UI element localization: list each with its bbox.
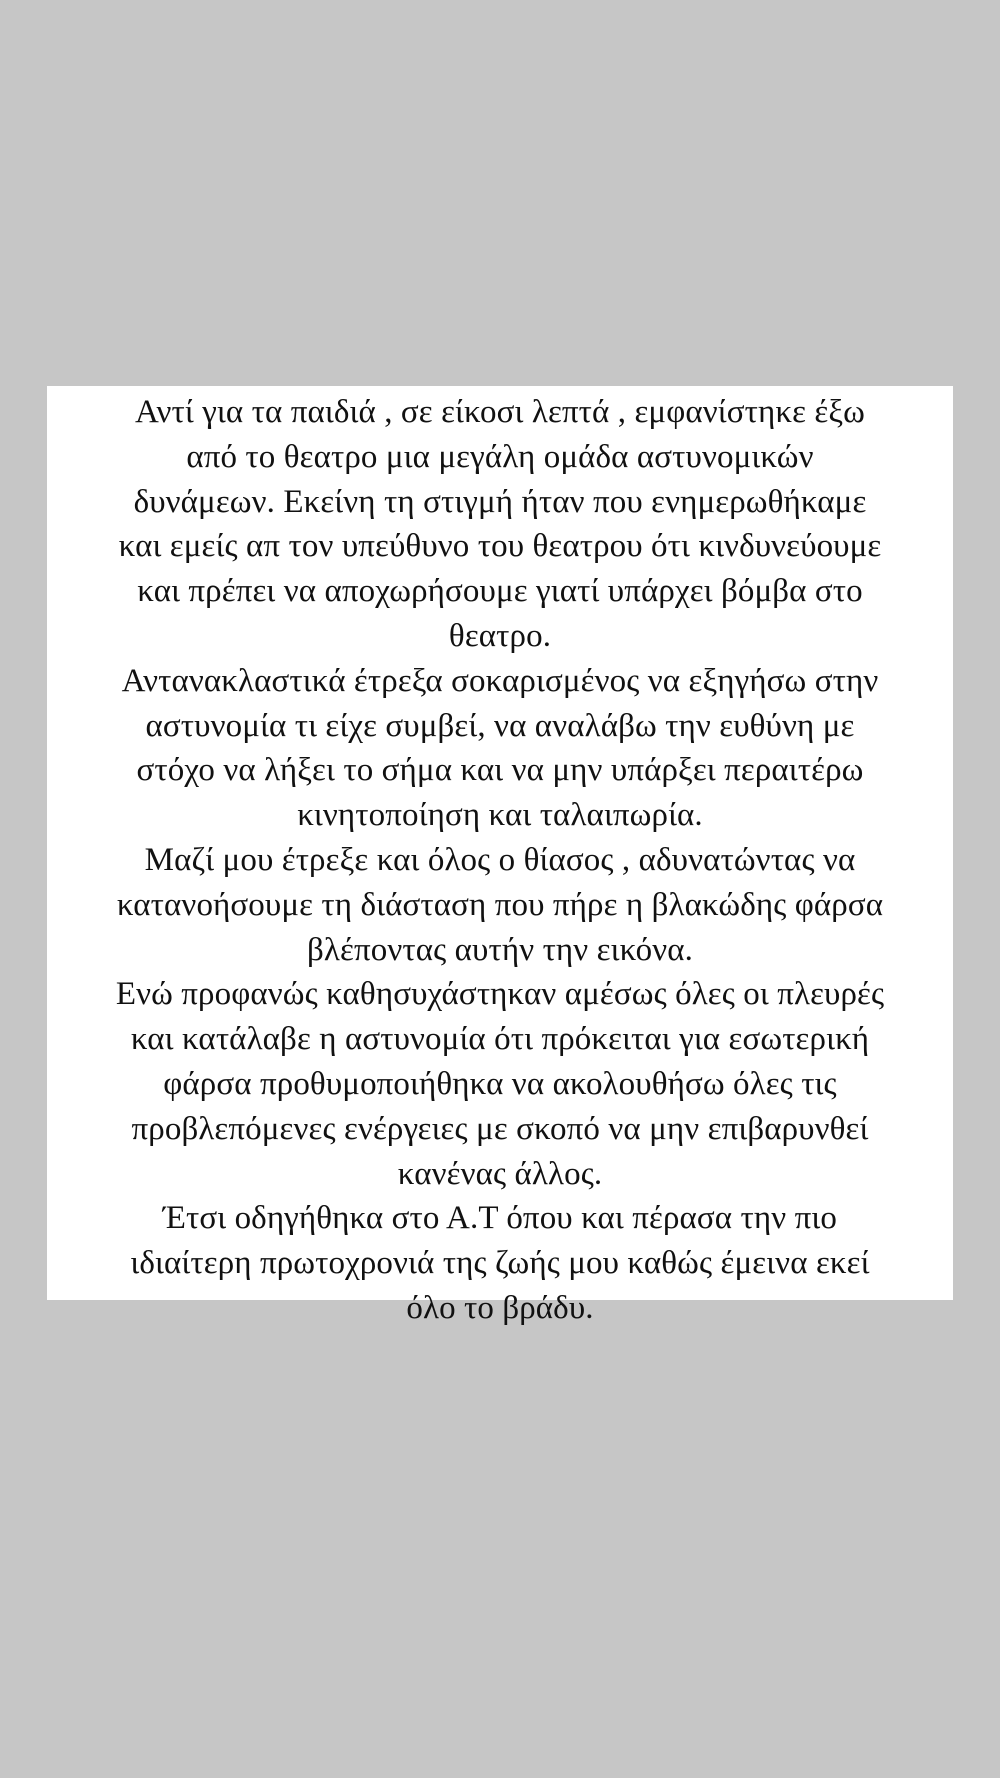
story-line: δυνάμεων. Εκείνη τη στιγμή ήταν που ενημερωθήκαμε — [133, 483, 867, 520]
story-line: στόχο να λήξει το σήμα και να μην υπάρξει περαιτέρω — [136, 752, 864, 789]
story-line: αστυνομία τι είχε συμβεί, να αναλάβω την ευθύνη με — [145, 707, 855, 744]
story-line: θεατρο. — [448, 617, 552, 654]
story-line: κανένας άλλος. — [397, 1155, 603, 1192]
story-line: Αντανακλαστικά έτρεξα σοκαρισμένος να εξηγήσω στην — [121, 662, 879, 699]
story-line: φάρσα προθυμοποιήθηκα να ακολουθήσω όλες τις — [163, 1065, 837, 1102]
story-line: από το θεατρο μια μεγάλη ομάδα αστυνομικών — [186, 438, 814, 475]
story-line: ιδιαίτερη πρωτοχρονιά της ζωής μου καθώς έμεινα εκεί — [130, 1245, 870, 1282]
story-line: Έτσι οδηγήθηκα στο Α.Τ όπου και πέρασα την πιο — [163, 1200, 837, 1237]
story-line: Μαζί μου έτρεξε και όλος ο θίασος , αδυνατώντας να — [144, 841, 856, 878]
story-text-card — [47, 386, 953, 1326]
story-line: και εμείς απ τον υπεύθυνο του θεατρου ότι κινδυνεύουμε — [118, 528, 882, 565]
story-line: κατανοήσουμε τη διάσταση που πήρε η βλακώδης φάρσα — [116, 886, 884, 923]
story-line: όλο το βράδυ. — [406, 1289, 594, 1326]
story-line: βλέποντας αυτήν την εικόνα. — [307, 931, 693, 968]
story-line: Ενώ προφανώς καθησυχάστηκαν αμέσως όλες οι πλευρές — [115, 976, 885, 1013]
story-line: και κατάλαβε η αστυνομία ότι πρόκειται για εσωτερική — [130, 1021, 870, 1058]
story-line: προβλεπόμενες ενέργειες με σκοπό να μην επιβαρυνθεί — [131, 1110, 869, 1147]
story-line: και πρέπει να αποχωρήσουμε γιατί υπάρχει βόμβα στο — [137, 573, 863, 610]
story-line: κινητοποίηση και ταλαιπωρία. — [297, 797, 703, 834]
story-line: Αντί για τα παιδιά , σε είκοσι λεπτά , εμφανίστηκε έξω — [135, 394, 865, 430]
